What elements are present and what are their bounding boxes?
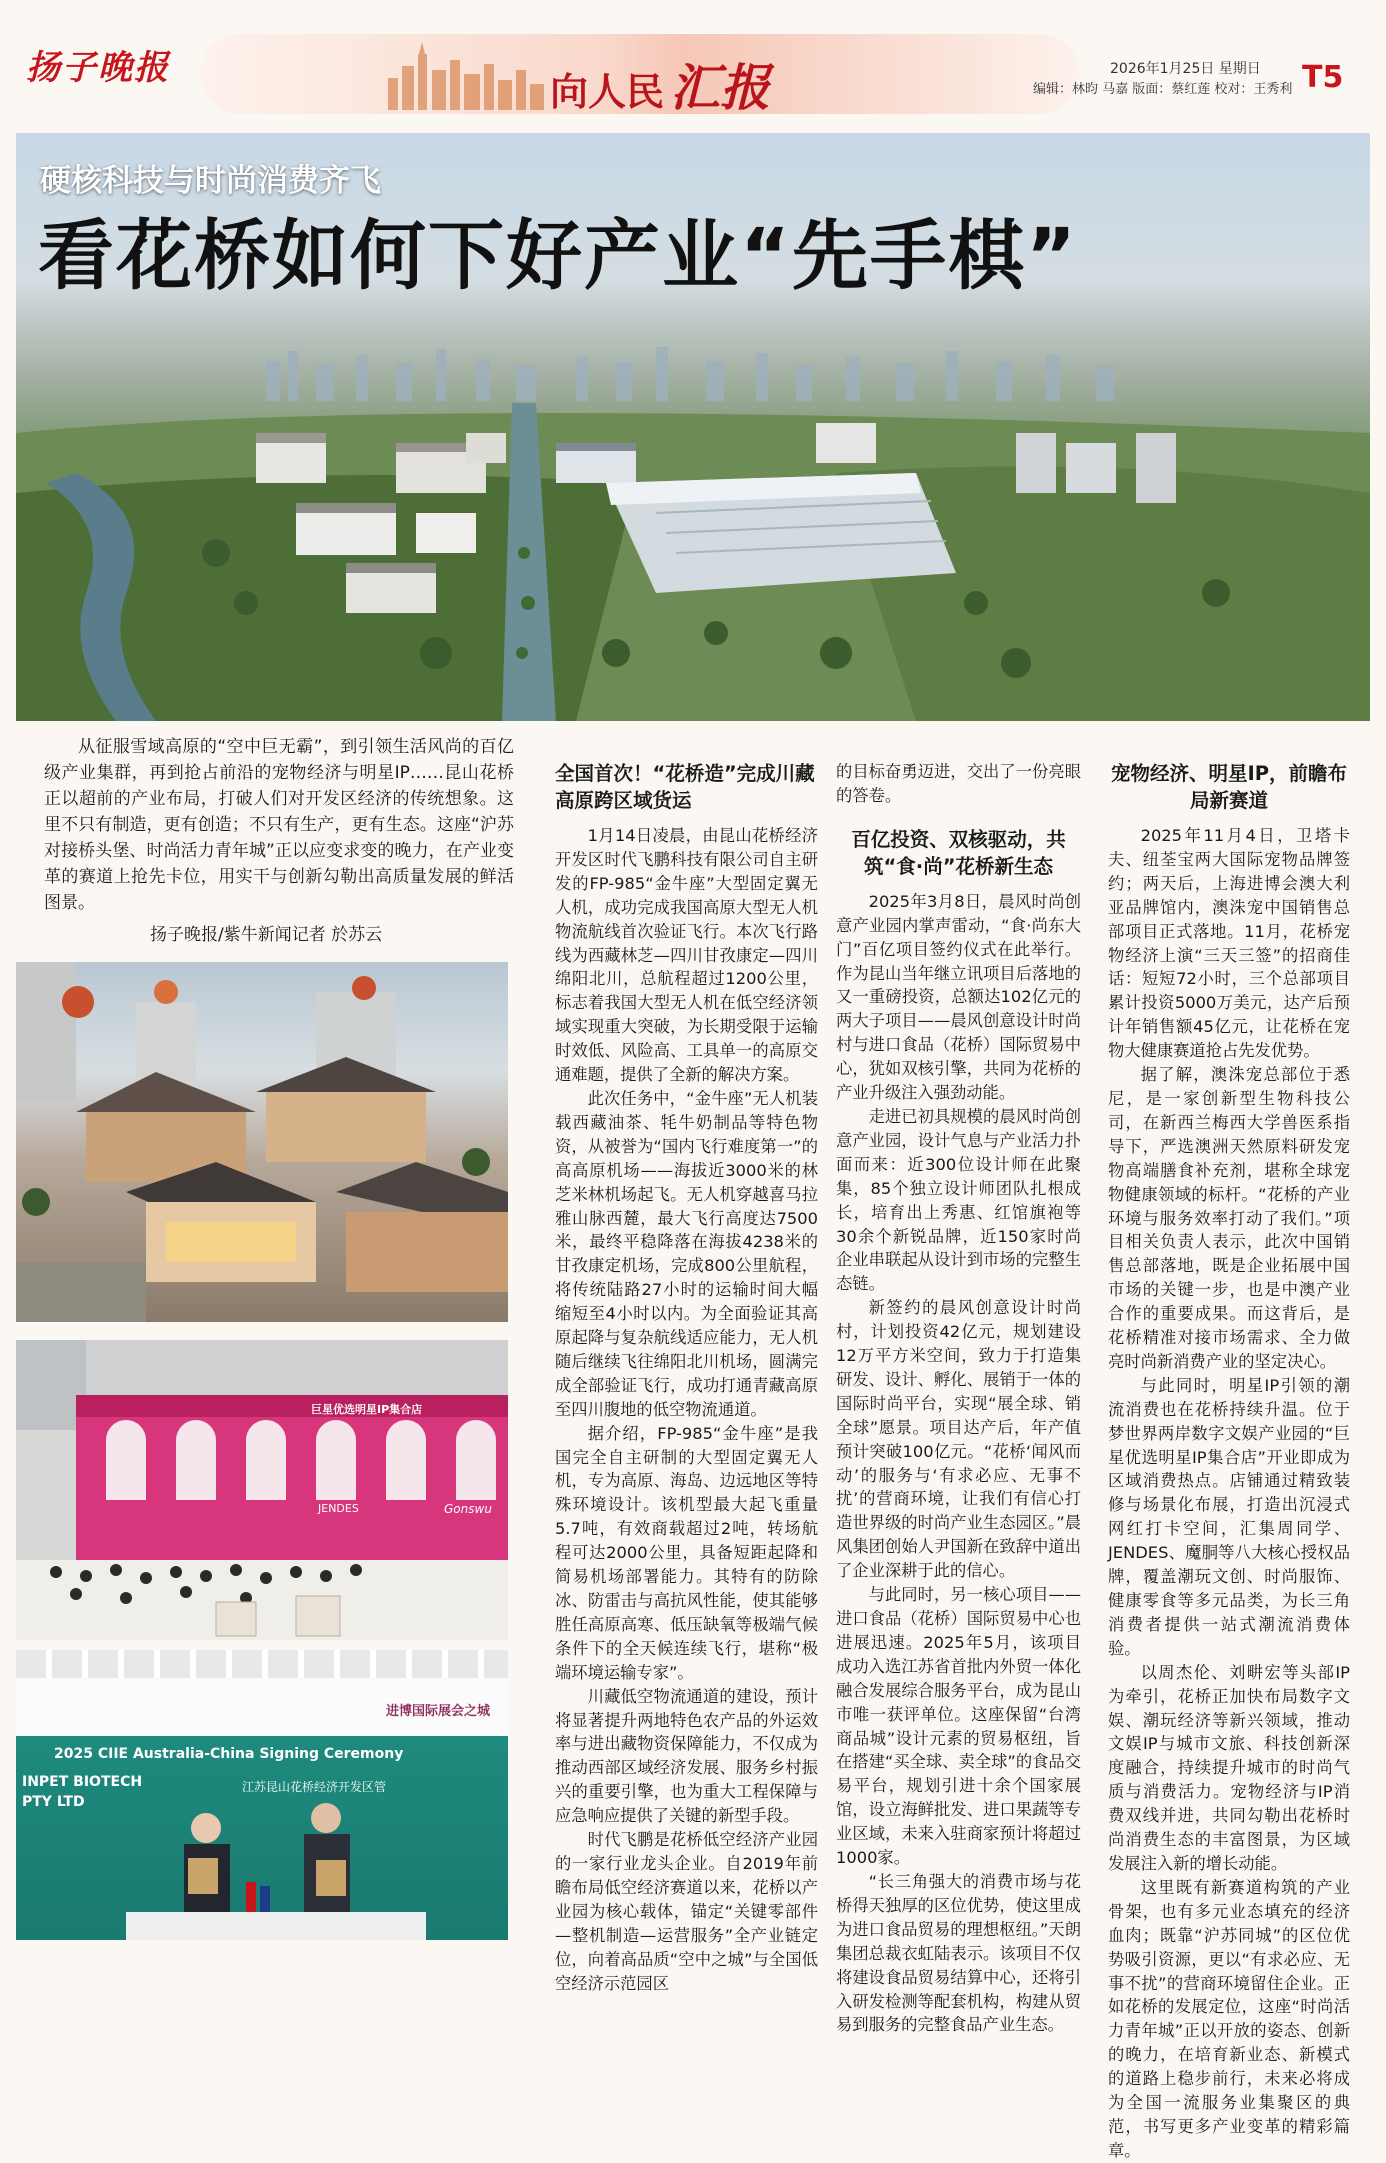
- paragraph: 据了解，澳洙宠总部位于悉尼，是一家创新型生物科技公司，在新西兰梅西大学兽医系指导下，严选澳洲天然原料研发宠物高端膳食补充剂，堪称全球宠物健康领域的标杆。“花桥的产业环境与服务效率打动了我们。”项目相关负责人表示，此次中国销售总部落地，既是企业拓展中国市场的关键一步，也是中澳产业合作的重要成果。而这背后，是花桥精准对接市场需求、全力做亮时尚新消费产业的坚定决心。: [1108, 1065, 1350, 1371]
- article-headline: 看花桥如何下好产业“先手棋”: [38, 211, 1078, 300]
- ceremony-illustration: [16, 1650, 508, 1940]
- photo-ip-store: [16, 1340, 508, 1640]
- paragraph-continued: 的目标奋勇迈进，交出了一份亮眼的答卷。: [836, 762, 1081, 805]
- skyline-icon: [380, 40, 550, 110]
- paragraph: 2025年11月4日，卫塔卡夫、纽荃宝两大国际宠物品牌签约；两天后，上海进博会澳大利亚品牌馆内，澳洙宠中国销售总部项目正式落地。11月，花桥宠物经济上演“三天三签”的招商佳话：短短72小时，三个总部项目累计投资5000万美元，达产后预计年销售额45亿元，让花桥在宠物大健康赛道抢占先发优势。: [1108, 826, 1350, 1061]
- paragraph: 时代飞鹏是花桥低空经济产业园的一家行业龙头企业。自2019年前瞻布局低空经济赛道以来，花桥以产业园为核心载体，锚定“关键零部件—整机制造—运营服务”全产业链定位，向着高品质“空中之城”与全国低空经济示范园区: [555, 1830, 818, 1993]
- paragraph: 2025年3月8日，晨风时尚创意产业园内掌声雷动，“食·尚东大门”百亿项目签约仪式在此举行。作为昆山当年继立讯项目后落地的又一重磅投资，总额达102亿元的两大子项目——晨风创意设计时尚村与进口食品（花桥）国际贸易中心，犹如双核引擎，共同为花桥的产业升级注入强劲动能。: [836, 891, 1081, 1103]
- section-banner: [200, 34, 1080, 114]
- masthead: [0, 0, 1386, 125]
- section-heading-1: 全国首次！“花桥造”完成川藏高原跨区域货运: [555, 762, 815, 812]
- paragraph: 与此同时，明星IP引领的潮流消费也在花桥持续升温。位于梦世界两岸数字文娱产业园的“巨星优选明星IP集合店”开业即成为区域消费热点。店铺通过精致装修与场景化布展，打造出沉浸式网红打卡空间，汇集周同学、JENDES、魔胴等八大核心授权品牌，覆盖潮玩文创、时尚服饰、健康零食等多元品类，为长三角消费者提供一站式潮流消费体验。: [1108, 1375, 1350, 1658]
- store-illustration: [16, 1340, 508, 1640]
- page-number: T5: [1302, 60, 1344, 95]
- newspaper-logo: 扬子晚报: [26, 48, 170, 88]
- section-heading-3: 宠物经济、明星IP，前瞻布局新赛道: [1110, 762, 1348, 812]
- photo-signing-ceremony: [16, 1650, 508, 1940]
- paragraph: 川藏低空物流通道的建设，预计将显著提升两地特色农产品的外运效率与进出藏物资保障能力，不仅成为推动西部区域经济发展、服务乡村振兴的重要引擎，也为重大工程保障与应急响应提供了关键的新型手段。: [555, 1686, 818, 1826]
- paragraph: 此次任务中，“金牛座”无人机装载西藏油茶、牦牛奶制品等特色物资，从被誉为“国内飞行难度第一”的高高原机场——海拔近3000米的林芝米林机场起飞。无人机穿越喜马拉雅山脉西麓，最大飞行高度达7500米，最终平稳降落在海拔4238米的甘孜康定机场，完成800公里航程，将传统陆路27小时的运输时间大幅缩短至4小时以内。为全面验证其高原起降与复杂航线适应能力，无人机随后继续飞往绵阳北川机场，圆满完成全部验证飞行，成功打通青藏高原至四川腹地的低空物流通道。: [555, 1088, 818, 1419]
- paragraph: 以周杰伦、刘畊宏等头部IP为牵引，花桥正加快布局数字文娱、潮玩经济等新兴领域，推动文娱IP与城市文旅、科技创新深度融合，持续提升城市的时尚气质与消费活力。宠物经济与IP消费双线并进，共同勾勒出花桥时尚消费生态的丰富图景，为区域发展注入新的增长动能。: [1108, 1662, 1350, 1873]
- section-heading-2: 百亿投资、双核驱动，共筑“食·尚”花桥新生态: [851, 827, 1066, 878]
- paragraph: 据介绍，FP-985“金牛座”是我国完全自主研制的大型固定翼无人机，专为高原、海岛、边远地区等特殊环境设计。该机型最大起飞重量5.7吨，有效商载超过2吨，转场航程可达2000公里，具备短距起降和简易机场部署能力。其特有的防除冰、防雷击与高抗风性能，使其能够胜任高原高寒、低压缺氧等极端气候条件下的全天候连续飞行，堪称“极端环境运输专家”。: [555, 1423, 818, 1682]
- paragraph: 1月14日凌晨，由昆山花桥经济开发区时代飞鹏科技有限公司自主研发的FP-985“金牛座”大型固定翼无人机，成功完成我国高原大型无人机物流航线首次验证飞行。本次飞行路线为西藏林芝—四川甘孜康定—四川绵阳北川，总航程超过1200公里，标志着我国大型无人机在低空经济领域实现重大突破，为长期受限于运输时效低、风险高、工具单一的高原交通难题，提供了全新的解决方案。: [555, 826, 818, 1085]
- store-brand-gonswu: Gonswu: [444, 1502, 492, 1516]
- article-column-1: [555, 760, 818, 1995]
- article-column-2: [836, 760, 1081, 2037]
- store-sign: 巨星优选明星IP集合店: [311, 1403, 423, 1416]
- ceremony-logo: 进博国际展会之城: [386, 1704, 491, 1719]
- street-illustration: [16, 962, 508, 1322]
- hero-aerial-photo: [16, 133, 1370, 721]
- paragraph: “长三角强大的消费市场与花桥得天独厚的区位优势，使这里成为进口食品贸易的理想枢纽。”天朗集团总裁衣虹陆表示。该项目不仅将建设食品贸易结算中心，还将引入研发检测等配套机构，构建从贸易到服务的完整食品产业生态。: [836, 1871, 1081, 2035]
- article-column-3: [1108, 760, 1350, 2163]
- article-byline: 扬子晚报/紫牛新闻记者 於苏云: [150, 925, 383, 945]
- article-lead: 从征服雪域高原的“空中巨无霸”，到引领生活风尚的百亿级产业集群，再到抢占前沿的宠物经济与明星IP……昆山花桥正以超前的产业布局，打破人们对开发区经济的传统想象。这里不只有制造，更有创造；不只有生产，更有生态。这座“沪苏对接桥头堡、时尚活力青年城”正以应变求变的晚力，在产业变革的赛道上抢先卡位，用实干与创新勾勒出高质量发展的鲜活图景。: [44, 737, 514, 913]
- editor-credits: 编辑：林昀 马嘉 版面：蔡红莲 校对：王秀利: [1033, 82, 1293, 97]
- paragraph: 走进已初具规模的晨风时尚创意产业园，设计气息与产业活力扑面而来：近300位设计师在此聚集，85个独立设计师团队扎根成长，培育出上秀惠、红馆旗袍等30余个新锐品牌，近150家时尚企业串联起从设计到市场的完整生态链。: [836, 1106, 1081, 1294]
- ceremony-title: 2025 CIIE Australia-China Signing Ceremony: [54, 1746, 404, 1762]
- banner-title: [550, 48, 770, 114]
- paragraph: 这里既有新赛道构筑的产业骨架，也有多元业态填充的经济血肉；既靠“沪苏同城”的区位优势吸引资源，更以“有求必应、无事不扰”的营商环境留住企业。正如花桥的发展定位，这座“时尚活力青年城”正以开放的姿态、创新的晚力，在培育新业态、新模式的道路上稳步前行，未来必将成为全国一流服务业集聚区的典范，书写更多产业变革的精彩篇章。: [1108, 1877, 1350, 2160]
- paragraph: 与此同时，另一核心项目——进口食品（花桥）国际贸易中心也进展迅速。2025年5月，该项目成功入选江苏省首批内外贸一体化融合发展综合服务平台，成为昆山市唯一获评单位。这座保留“台湾商品城”设计元素的贸易枢纽，旨在搭建“买全球、卖全球”的食品交易平台，规划引进十余个国家展馆，设立海鲜批发、进口果蔬等专业区域，未来入驻商家预计将超过1000家。: [836, 1585, 1081, 1868]
- ceremony-company: INPET BIOTECH PTY LTD: [22, 1774, 143, 1810]
- issue-date: 2026年1月25日 星期日: [1110, 61, 1261, 77]
- ceremony-banner: 江苏昆山花桥经济开发区管: [242, 1780, 387, 1794]
- banner-title-main: 向人民: [550, 69, 665, 114]
- store-brand-jendes: JENDES: [318, 1502, 359, 1515]
- photo-food-street: [16, 962, 508, 1322]
- banner-title-big: 汇报: [670, 58, 771, 114]
- article-kicker: 硬核科技与时尚消费齐飞: [40, 163, 381, 199]
- paragraph: 新签约的晨风创意设计时尚村，计划投资42亿元，规划建设12万平方米空间，致力于打造集研发、设计、孵化、展销于一体的国际时尚平台，实现“展全球、销全球”愿景。项目达产后，年产值预计突破100亿元。“花桥‘闻风而动’的服务与‘有求必应、无事不扰’的营商环境，让我们有信心打造世界级的时尚产业生态园区。”晨风集团创始人尹国新在致辞中道出了企业深耕于此的信心。: [836, 1298, 1081, 1581]
